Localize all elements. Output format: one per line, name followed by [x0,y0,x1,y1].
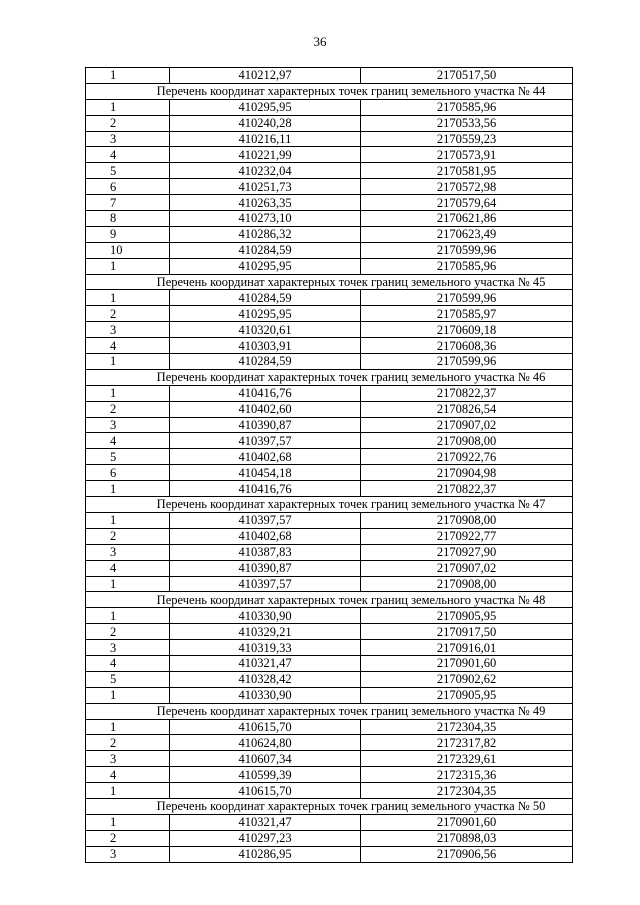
point-number-cell: 6 [86,179,170,195]
point-number-cell: 2 [86,115,170,131]
table-row [86,528,573,544]
x-coordinate-cell: 410615,70 [170,719,361,735]
section-heading: Перечень координат характерных точек границ земельного участка № 46 [86,369,573,385]
point-number-cell: 3 [86,417,170,433]
x-coordinate-cell: 410387,83 [170,544,361,560]
x-coordinate-cell: 410615,70 [170,783,361,799]
y-coordinate-cell: 2170917,50 [361,624,573,640]
point-number-cell: 1 [86,385,170,401]
section-heading: Перечень координат характерных точек границ земельного участка № 47 [86,497,573,513]
table-row [86,830,573,846]
section-heading-row [86,703,573,719]
x-coordinate-cell: 410416,76 [170,481,361,497]
section-heading-row [86,592,573,608]
point-number-cell: 3 [86,322,170,338]
table-row [86,783,573,799]
table-row [86,735,573,751]
y-coordinate-cell: 2170573,91 [361,147,573,163]
y-coordinate-cell: 2172304,35 [361,719,573,735]
point-number-cell: 2 [86,624,170,640]
section-heading-row [86,369,573,385]
x-coordinate-cell: 410303,91 [170,338,361,354]
point-number-cell: 1 [86,354,170,370]
y-coordinate-cell: 2170609,18 [361,322,573,338]
y-coordinate-cell: 2170621,86 [361,211,573,227]
point-number-cell: 3 [86,131,170,147]
table-row [86,751,573,767]
y-coordinate-cell: 2170898,03 [361,830,573,846]
table-row [86,687,573,703]
table-row [86,385,573,401]
y-coordinate-cell: 2170585,96 [361,99,573,115]
coordinates-table [85,67,573,863]
y-coordinate-cell: 2170822,37 [361,385,573,401]
section-heading-row [86,83,573,99]
y-coordinate-cell: 2170572,98 [361,179,573,195]
y-coordinate-cell: 2170599,96 [361,354,573,370]
y-coordinate-cell: 2170922,76 [361,449,573,465]
x-coordinate-cell: 410295,95 [170,99,361,115]
x-coordinate-cell: 410263,35 [170,195,361,211]
point-number-cell: 4 [86,338,170,354]
table-row [86,68,573,84]
x-coordinate-cell: 410321,47 [170,655,361,671]
x-coordinate-cell: 410330,90 [170,687,361,703]
table-row [86,99,573,115]
x-coordinate-cell: 410319,33 [170,640,361,656]
point-number-cell: 4 [86,433,170,449]
y-coordinate-cell: 2170927,90 [361,544,573,560]
y-coordinate-cell: 2170908,00 [361,433,573,449]
table-row [86,417,573,433]
table-row [86,512,573,528]
point-number-cell: 2 [86,306,170,322]
x-coordinate-cell: 410284,59 [170,290,361,306]
point-number-cell: 4 [86,767,170,783]
table-row [86,115,573,131]
table-row [86,226,573,242]
point-number-cell: 4 [86,655,170,671]
table-row [86,322,573,338]
point-number-cell: 5 [86,449,170,465]
point-number-cell: 8 [86,211,170,227]
y-coordinate-cell: 2170905,95 [361,608,573,624]
point-number-cell: 9 [86,226,170,242]
point-number-cell: 2 [86,528,170,544]
y-coordinate-cell: 2170579,64 [361,195,573,211]
table-row [86,306,573,322]
x-coordinate-cell: 410397,57 [170,433,361,449]
y-coordinate-cell: 2170826,54 [361,401,573,417]
x-coordinate-cell: 410624,80 [170,735,361,751]
x-coordinate-cell: 410286,32 [170,226,361,242]
point-number-cell: 5 [86,163,170,179]
y-coordinate-cell: 2170902,62 [361,671,573,687]
table-row [86,481,573,497]
y-coordinate-cell: 2170922,77 [361,528,573,544]
y-coordinate-cell: 2172317,82 [361,735,573,751]
point-number-cell: 1 [86,687,170,703]
x-coordinate-cell: 410212,97 [170,68,361,84]
x-coordinate-cell: 410402,68 [170,449,361,465]
x-coordinate-cell: 410397,57 [170,512,361,528]
y-coordinate-cell: 2170901,60 [361,655,573,671]
y-coordinate-cell: 2170599,96 [361,290,573,306]
x-coordinate-cell: 410329,21 [170,624,361,640]
y-coordinate-cell: 2170533,56 [361,115,573,131]
x-coordinate-cell: 410328,42 [170,671,361,687]
table-row [86,560,573,576]
table-row [86,258,573,274]
coordinates-table-body [86,68,573,863]
section-heading: Перечень координат характерных точек границ земельного участка № 48 [86,592,573,608]
x-coordinate-cell: 410295,95 [170,258,361,274]
point-number-cell: 10 [86,242,170,258]
x-coordinate-cell: 410416,76 [170,385,361,401]
section-heading-row [86,798,573,814]
point-number-cell: 1 [86,814,170,830]
x-coordinate-cell: 410284,59 [170,242,361,258]
point-number-cell: 1 [86,783,170,799]
x-coordinate-cell: 410607,34 [170,751,361,767]
table-row [86,354,573,370]
y-coordinate-cell: 2170585,96 [361,258,573,274]
point-number-cell: 2 [86,830,170,846]
section-heading: Перечень координат характерных точек границ земельного участка № 50 [86,798,573,814]
point-number-cell: 1 [86,481,170,497]
point-number-cell: 1 [86,719,170,735]
page-number: 36 [313,34,327,49]
section-heading: Перечень координат характерных точек границ земельного участка № 44 [86,83,573,99]
point-number-cell: 1 [86,608,170,624]
y-coordinate-cell: 2170907,02 [361,560,573,576]
section-heading: Перечень координат характерных точек границ земельного участка № 45 [86,274,573,290]
x-coordinate-cell: 410221,99 [170,147,361,163]
x-coordinate-cell: 410402,60 [170,401,361,417]
x-coordinate-cell: 410599,39 [170,767,361,783]
x-coordinate-cell: 410216,11 [170,131,361,147]
table-row [86,401,573,417]
table-row [86,242,573,258]
point-number-cell: 1 [86,290,170,306]
point-number-cell: 2 [86,735,170,751]
y-coordinate-cell: 2172329,61 [361,751,573,767]
table-row [86,179,573,195]
x-coordinate-cell: 410251,73 [170,179,361,195]
point-number-cell: 1 [86,99,170,115]
table-row [86,449,573,465]
table-row [86,195,573,211]
point-number-cell: 3 [86,640,170,656]
x-coordinate-cell: 410330,90 [170,608,361,624]
point-number-cell: 1 [86,68,170,84]
table-row [86,433,573,449]
y-coordinate-cell: 2170905,95 [361,687,573,703]
y-coordinate-cell: 2170623,49 [361,226,573,242]
table-row [86,290,573,306]
x-coordinate-cell: 410397,57 [170,576,361,592]
x-coordinate-cell: 410240,28 [170,115,361,131]
x-coordinate-cell: 410273,10 [170,211,361,227]
table-row [86,131,573,147]
y-coordinate-cell: 2170907,02 [361,417,573,433]
point-number-cell: 3 [86,846,170,862]
x-coordinate-cell: 410454,18 [170,465,361,481]
y-coordinate-cell: 2170906,56 [361,846,573,862]
x-coordinate-cell: 410286,95 [170,846,361,862]
point-number-cell: 3 [86,544,170,560]
point-number-cell: 5 [86,671,170,687]
y-coordinate-cell: 2172315,36 [361,767,573,783]
table-row [86,338,573,354]
y-coordinate-cell: 2170517,50 [361,68,573,84]
x-coordinate-cell: 410320,61 [170,322,361,338]
y-coordinate-cell: 2170901,60 [361,814,573,830]
x-coordinate-cell: 410321,47 [170,814,361,830]
table-row [86,544,573,560]
table-row [86,465,573,481]
point-number-cell: 4 [86,560,170,576]
point-number-cell: 6 [86,465,170,481]
x-coordinate-cell: 410232,04 [170,163,361,179]
table-row [86,147,573,163]
point-number-cell: 2 [86,401,170,417]
table-row [86,814,573,830]
y-coordinate-cell: 2170908,00 [361,576,573,592]
x-coordinate-cell: 410390,87 [170,560,361,576]
point-number-cell: 7 [86,195,170,211]
x-coordinate-cell: 410284,59 [170,354,361,370]
table-row [86,640,573,656]
y-coordinate-cell: 2170599,96 [361,242,573,258]
table-row [86,767,573,783]
table-row [86,846,573,862]
table-row [86,655,573,671]
point-number-cell: 4 [86,147,170,163]
table-row [86,211,573,227]
section-heading: Перечень координат характерных точек границ земельного участка № 49 [86,703,573,719]
table-row [86,163,573,179]
y-coordinate-cell: 2170581,95 [361,163,573,179]
y-coordinate-cell: 2170585,97 [361,306,573,322]
section-heading-row [86,497,573,513]
point-number-cell: 1 [86,576,170,592]
point-number-cell: 1 [86,258,170,274]
y-coordinate-cell: 2170559,23 [361,131,573,147]
table-row [86,671,573,687]
y-coordinate-cell: 2170916,01 [361,640,573,656]
point-number-cell: 3 [86,751,170,767]
y-coordinate-cell: 2170908,00 [361,512,573,528]
x-coordinate-cell: 410295,95 [170,306,361,322]
table-row [86,608,573,624]
x-coordinate-cell: 410390,87 [170,417,361,433]
table-row [86,576,573,592]
y-coordinate-cell: 2170822,37 [361,481,573,497]
table-row [86,624,573,640]
point-number-cell: 1 [86,512,170,528]
x-coordinate-cell: 410402,68 [170,528,361,544]
table-row [86,719,573,735]
y-coordinate-cell: 2172304,35 [361,783,573,799]
y-coordinate-cell: 2170608,36 [361,338,573,354]
x-coordinate-cell: 410297,23 [170,830,361,846]
y-coordinate-cell: 2170904,98 [361,465,573,481]
section-heading-row [86,274,573,290]
